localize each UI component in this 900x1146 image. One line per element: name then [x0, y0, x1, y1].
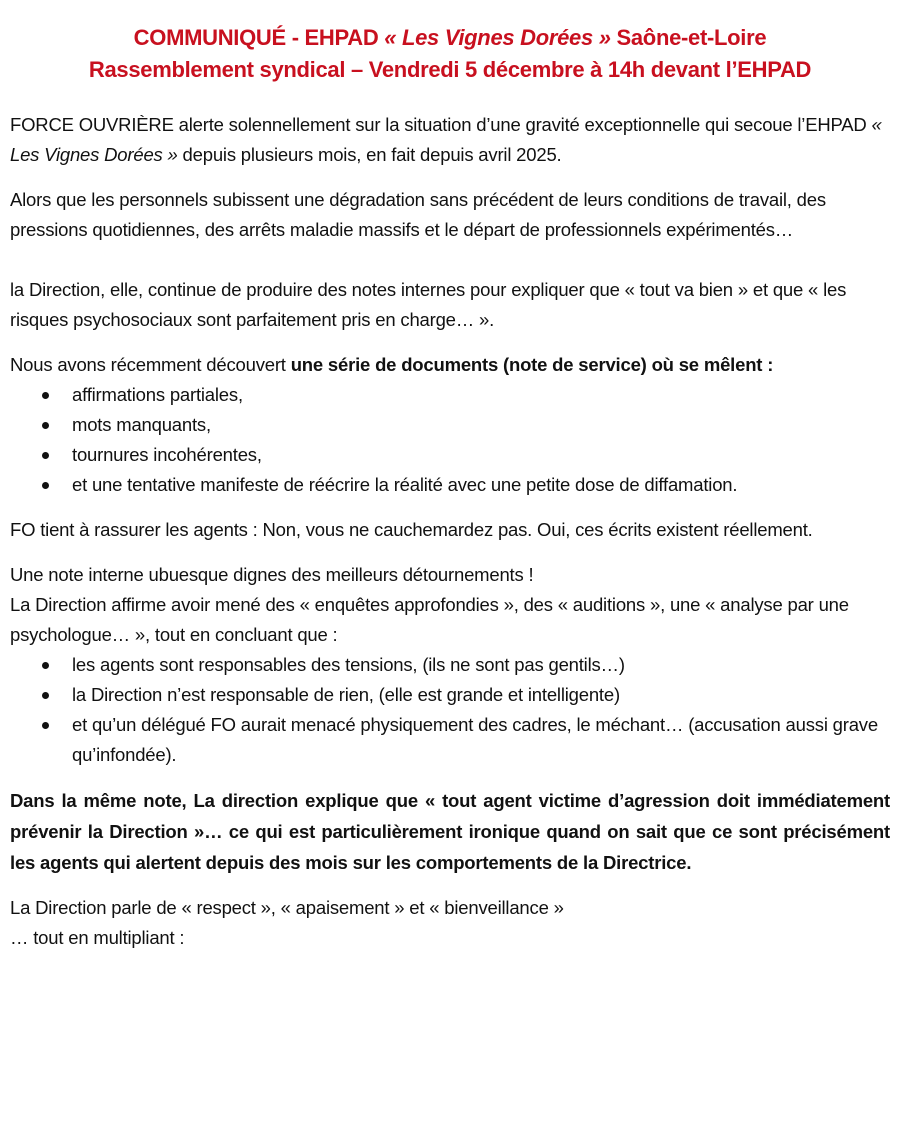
title-line-2: Rassemblement syndical – Vendredi 5 décembre à 14h devant l’EHPAD: [88, 57, 812, 82]
list-item-text: la Direction n’est responsable de rien, (elle est grande et intelligente): [72, 684, 620, 705]
paragraph-aggression-note: Dans la même note, La direction explique que « tout agent victime d’agression doit immédiatement prévenir la Direction »… ce qui est particulièrement ironique quand on sait que ce sont précisément les agents qui alertent depuis des mois sur les comportements de la Directrice.: [10, 790, 890, 873]
paragraph-intro: [10, 110, 890, 170]
list-item: [10, 710, 890, 770]
documents-list: [10, 380, 890, 500]
list-item: [10, 470, 890, 500]
list-item-text: mots manquants,: [72, 414, 211, 435]
bullet-icon: [42, 482, 49, 489]
title-establishment-name: « Les Vignes Dorées »: [384, 25, 611, 50]
title-region: Saône-et-Loire: [610, 25, 767, 50]
paragraph-multiplying: … tout en multipliant :: [10, 927, 185, 948]
paragraph-reassurance: FO tient à rassurer les agents : Non, vous ne cauchemardez pas. Oui, ces écrits existent réellement.: [10, 519, 813, 540]
bullet-icon: [42, 662, 49, 669]
paragraph-internal-note-heading: Une note interne ubuesque dignes des meilleurs détournements !: [10, 564, 534, 585]
documents-bold-text: une série de documents (note de service) où se mêlent :: [290, 354, 774, 375]
paragraph-respect: La Direction parle de « respect », « apaisement » et « bienveillance »: [10, 897, 564, 918]
bullet-icon: [42, 422, 49, 429]
list-item: [10, 410, 890, 440]
list-item: [10, 380, 890, 410]
document-title: [10, 22, 890, 86]
list-item: [10, 650, 890, 680]
title-prefix: COMMUNIQUÉ - EHPAD: [133, 25, 385, 50]
list-item-text: tournures incohérentes,: [72, 444, 262, 465]
intro-text-2: depuis plusieurs mois, en fait depuis avril 2025.: [177, 144, 562, 165]
bullet-icon: [42, 692, 49, 699]
list-item-text: affirmations partiales,: [72, 384, 243, 405]
conclusions-list: [10, 650, 890, 770]
list-item-text: les agents sont responsables des tensions, (ils ne sont pas gentils…): [72, 654, 625, 675]
intro-establishment-name: « Les Vignes Dorées »: [10, 114, 882, 165]
list-item: [10, 680, 890, 710]
paragraph-internal-note: La Direction affirme avoir mené des « enquêtes approfondies », des « auditions », une « analyse par une psychologue… », tout en concluant que :: [10, 594, 849, 645]
bullet-icon: [42, 392, 49, 399]
list-item: [10, 440, 890, 470]
list-item-text: et qu’un délégué FO aurait menacé physiquement des cadres, le méchant… (accusation aussi grave qu’infondée).: [72, 714, 878, 765]
paragraph-working-conditions: Alors que les personnels subissent une dégradation sans précédent de leurs conditions de travail, des pressions quotidiennes, des arrêts maladie massifs et le départ de professionnels expérimentés…: [10, 189, 826, 240]
paragraph-direction-notes: la Direction, elle, continue de produire des notes internes pour expliquer que « tout va bien » et que « les risques psychosociaux sont parfaitement pris en charge… ».: [10, 279, 847, 330]
title-line-1: [10, 22, 890, 54]
intro-text-1: FORCE OUVRIÈRE alerte solennellement sur la situation d’une gravité exceptionnelle qui secoue l’EHPAD: [10, 114, 872, 135]
list-item-text: et une tentative manifeste de réécrire la réalité avec une petite dose de diffamation.: [72, 474, 738, 495]
documents-text: Nous avons récemment découvert: [10, 354, 291, 375]
paragraph-documents: [10, 350, 890, 380]
bullet-icon: [42, 452, 49, 459]
bullet-icon: [42, 722, 49, 729]
